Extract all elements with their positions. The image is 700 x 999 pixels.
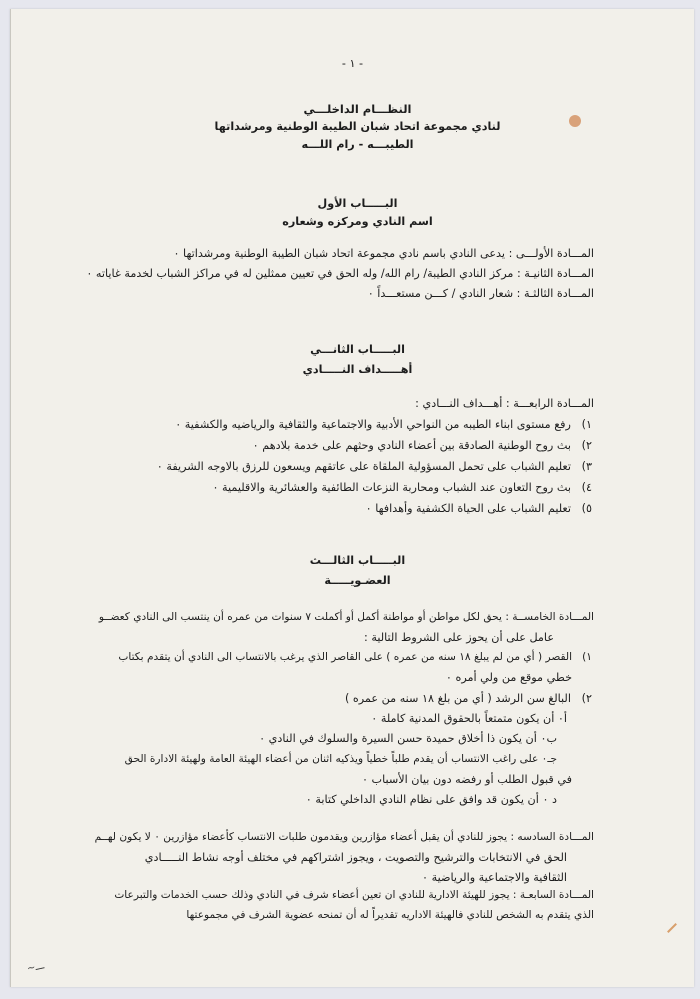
chapter2-heading: البـــــاب الثانـــي [310,343,405,356]
condition-1 [118,651,592,663]
article-6-line2: الحق في الانتخابات والترشيح والتصويت ، ويجوز اشتراكهم في مختلف أوجه نشاط النـــــادي [144,851,567,864]
condition-number: ١) [582,651,592,663]
document-page [10,9,694,987]
goal-number: ٤) [581,481,592,494]
document-location: الطيبـــه - رام اللـــه [301,138,414,151]
goal-text: بث روح الوطنية الصادقة بين أعضاء النادي وحثهم على خدمة بلادهم ٠ [252,439,571,452]
goal-number: ١) [581,418,592,431]
goal-text: رفع مستوى ابناء الطيبه من النواحي الأدبية والاجتماعية والثقافية والرياضيه والكشفية ٠ [175,418,571,431]
goal-item [175,418,592,431]
article-7-line1: المـــادة السابعـة : يجوز للهيئة الادارية للنادي ان تعين أعضاء شرف في النادي وذلك حسب الخدمات والتبرعات [114,889,594,901]
goal-text: تعليم الشباب على تحمل المسؤولية الملقاة على عاتقهم ويسعون للرزق بالاوجه الشريفة ٠ [156,460,571,473]
condition-2 [345,692,592,705]
goal-item [366,502,592,515]
chapter1-subheading: اسم النادي ومركزه وشعاره [282,215,433,228]
goal-number: ٣) [581,460,592,473]
article-6-line1: المـــادة السادسه : يجوز للنادي أن يقبل أعضاء مؤازرين ويقدمون طلبات الانتساب كأعضاء مؤازرين ٠ لا يكون لهــم [94,831,594,843]
condition-text: القصر ( أي من لم يبلغ ١٨ سنه من عمره ) على القاصر الذي يرغب بالانتساب الى النادي أن يتقدم بكتاب [118,651,573,663]
goal-text: بث روح التعاون عند الشباب ومحاربة النزعات الطائفية والعشائرية والاقليمية ٠ [212,481,571,494]
chapter3-heading: البـــــاب الثالـــث [309,554,406,567]
goal-item [157,460,592,473]
ink-mark [667,923,677,933]
article-2: المـــادة الثانيـة : مركز النادي الطيبة/ رام الله/ وله الحق في تعيين ممثلين له في مراكز الشباب لخدمة غاياته ٠ [86,267,594,280]
condition-2c-line2: في قبول الطلب أو رفضه دون بيان الأسباب ٠ [361,773,572,786]
chapter2-subheading: أهـــــداف النـــــادي [302,363,413,376]
document-subtitle: لنادي مجموعة اتحاد شبان الطيبة الوطنية ومرشداتها [214,120,501,133]
condition-text: البالغ سن الرشد ( أي من بلغ ١٨ سنه من عمره ) [344,692,571,705]
article-6-line3: الثقافية والاجتماعية والرياضية ٠ [422,871,567,884]
goal-item [253,439,592,452]
condition-2d: د ٠ أن يكون قد وافق على نظام النادي الداخلي كتابة ٠ [305,793,557,806]
page-number: - ١ - [341,57,364,70]
article-1: المـــادة الأولـــى : يدعى النادي باسم نادي مجموعة اتحاد شبان الطيبة الوطنية ومرشداتها ٠ [173,247,594,260]
goal-number: ٢) [581,439,592,452]
article-3: المـــادة الثالثـة : شعار النادي / كـــن مستعـــداً ٠ [367,287,594,300]
condition-1-line2: خطي موقع من ولي أمره ٠ [445,671,572,684]
goal-text: تعليم الشباب على الحياة الكشفية وأهدافها ٠ [365,502,571,515]
document-title: النظـــام الداخلـــي [303,102,412,116]
goal-item [212,481,592,494]
condition-2c-line1: جـ٠ على راغب الانتساب أن يقدم طلباً خطياً ويذكيه اثنان من أعضاء الهيئة العامة ولهيئة الادارة الحق [124,753,557,765]
condition-2a: أ٠ أن يكون متمتعاً بالحقوق المدنية كاملة ٠ [371,712,567,725]
stain-spot [569,115,581,127]
article-5-line2: عامل على أن يحوز على الشروط التالية : [364,631,554,644]
article-7-line2: الذي يتقدم به الشخص للنادي فالهيئة الاداريه تقديراً له أن تمنحه عضوية الشرف في مجموعتها [186,909,594,921]
condition-2b: ب٠ أن يكون ذا أخلاق حميدة حسن السيرة والسلوك في النادي ٠ [259,732,557,745]
goal-number: ٥) [581,502,592,515]
condition-number: ٢) [581,692,592,705]
chapter3-subheading: العضـويـــــة [324,574,391,587]
handwritten-signature: ~ـــ [26,960,46,975]
article-5-line1: المـــادة الخامســة : يحق لكل مواطن أو مواطنة أكمل أو أكملت ٧ سنوات من عمره أن ينتسب الى النادي كعضــو [98,611,594,623]
article-4-intro: المـــادة الرابعـــة : أهـــداف النـــادي : [415,397,594,410]
document-body [11,9,694,987]
chapter1-heading: البـــــاب الأول [317,197,398,210]
